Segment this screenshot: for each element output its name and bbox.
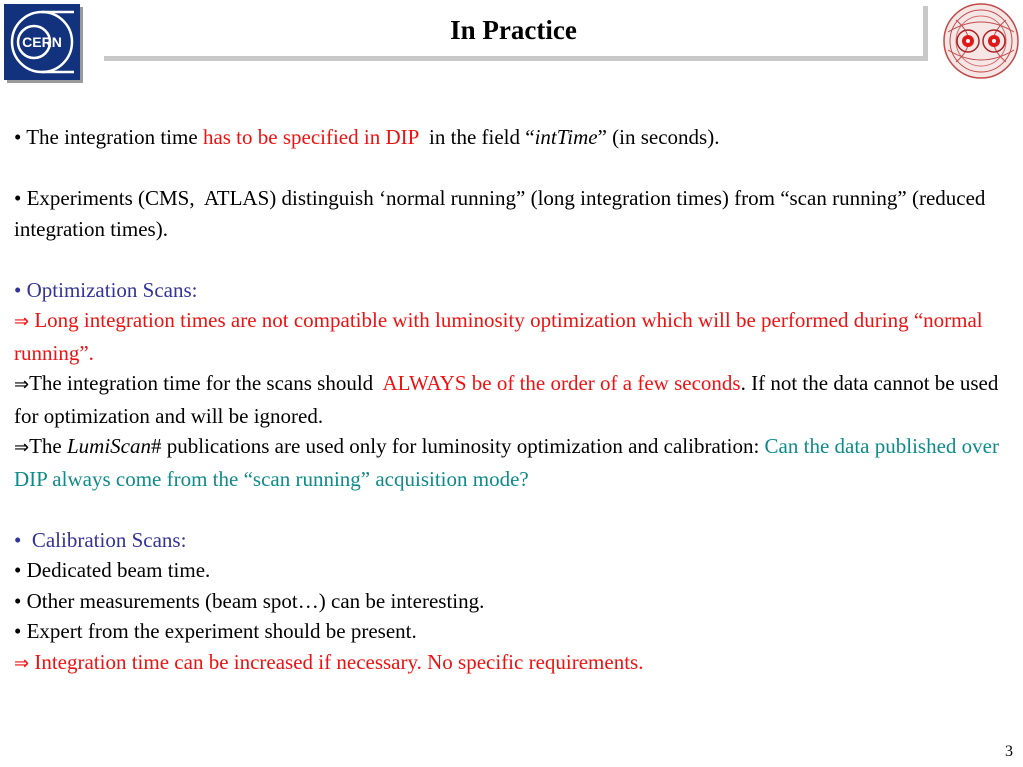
bullet: • — [14, 125, 22, 149]
highlight-red: ALWAYS be of the order of a few seconds — [382, 371, 741, 395]
calibration-item: • Expert from the experiment should be present. — [14, 619, 417, 643]
spacer — [14, 494, 1014, 525]
implies-arrow-icon: ⇒ — [14, 652, 30, 674]
implies-arrow-icon: ⇒ — [14, 311, 30, 332]
calibration-conclusion — [14, 647, 1014, 680]
text: in the field “ — [418, 125, 535, 149]
optimization-heading — [14, 275, 1014, 306]
calibration-heading — [14, 525, 1014, 556]
bullet: • — [14, 527, 22, 552]
bullet-integration-time — [14, 122, 1014, 153]
section-heading: Calibration Scans: — [21, 527, 187, 552]
page-title: In Practice — [450, 15, 577, 45]
optimization-point-1 — [14, 305, 1014, 368]
text: Experiments (CMS, ATLAS) distinguish ‘normal running” (long integration times) from “scan running” (reduced integration times). — [14, 186, 991, 241]
publication-name: LumiScan — [67, 434, 151, 458]
calibration-item: • Other measurements (beam spot…) can be interesting. — [14, 588, 485, 613]
highlight-red: has to be specified in DIP — [202, 125, 419, 149]
cern-logo-text: CERN — [22, 34, 62, 50]
optimization-point-2 — [14, 368, 1014, 431]
implies-arrow-icon: ⇒ — [14, 437, 30, 458]
calibration-item: • Dedicated beam time. — [14, 558, 211, 582]
cern-logo — [4, 4, 80, 80]
text: ” (in seconds). — [597, 125, 720, 149]
highlight-teal: Can the data published over DIP always come from the “scan running” acquisition mode? — [14, 434, 1005, 491]
bullet: • — [14, 277, 22, 302]
field-name: intTime — [534, 125, 598, 149]
optimization-point-3 — [14, 431, 1014, 494]
lhc-beam-cross-section-icon — [942, 2, 1020, 80]
text: . If not the data cannot be used for optimization and will be ignored. — [14, 371, 1004, 428]
title-bar — [104, 6, 928, 61]
slide-body — [14, 122, 1014, 679]
text: # publications are used only for luminosity optimization and calibration: — [151, 434, 765, 458]
text: Integration time can be increased if necessary. No specific requirements. — [29, 649, 644, 674]
text: The — [29, 434, 67, 458]
implies-arrow-icon: ⇒ — [14, 374, 30, 395]
page-number: 3 — [1005, 743, 1013, 760]
bullet: • — [14, 186, 22, 210]
bullet-experiments — [14, 183, 1014, 244]
section-heading: Optimization Scans: — [21, 277, 198, 302]
text: The integration time — [21, 125, 203, 149]
spacer — [14, 153, 1014, 184]
text: The integration time for the scans should — [29, 371, 383, 395]
spacer — [14, 244, 1014, 275]
text: Long integration times are not compatible with luminosity optimization which will be performed during “normal running”. — [14, 308, 988, 365]
